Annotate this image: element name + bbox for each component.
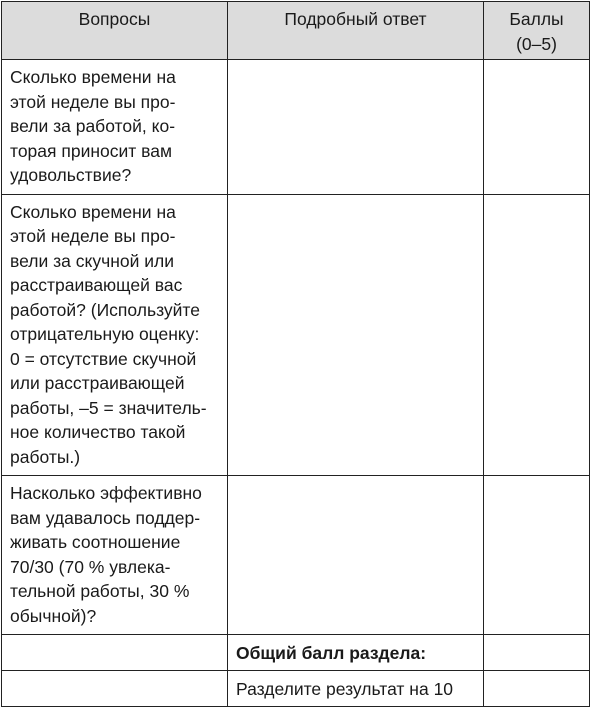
divide-row xyxy=(2,671,590,707)
table-row xyxy=(2,476,590,635)
question-line: или расстраивающей xyxy=(10,373,185,393)
question-cell xyxy=(2,194,228,476)
divided-score-cell[interactable] xyxy=(484,671,590,707)
score-column-header xyxy=(484,2,590,60)
question-line: торая приносит вам xyxy=(10,140,173,161)
question-line: 70/30 (70 % увлека- xyxy=(10,556,171,577)
answer-cell[interactable] xyxy=(228,194,484,476)
total-label-cell xyxy=(228,635,484,671)
question-line: живать соотношение xyxy=(10,532,181,552)
table-header-row xyxy=(2,2,590,60)
questions-column-header: Вопросы xyxy=(2,2,228,60)
question-cell xyxy=(2,476,228,635)
total-score-cell[interactable] xyxy=(484,635,590,671)
question-line: отрицательную оценку: xyxy=(10,324,200,344)
question-line: работой? (Используйте xyxy=(10,299,200,320)
answer-cell[interactable] xyxy=(228,60,484,195)
question-line: обычной)? xyxy=(10,605,97,626)
question-line: этой неделе вы про- xyxy=(10,226,176,246)
question-line: вам удавалось поддер- xyxy=(10,507,201,528)
answer-cell[interactable] xyxy=(228,476,484,635)
question-line: Сколько времени на xyxy=(10,201,176,222)
divide-label-cell xyxy=(228,671,484,707)
score-cell[interactable] xyxy=(484,194,590,476)
question-line: работы.) xyxy=(10,446,81,467)
question-line: работы, –5 = значитель- xyxy=(10,397,207,418)
divide-result-label: Разделите результат на 10 xyxy=(236,679,454,699)
question-text xyxy=(2,195,227,476)
answer-column-header: Подробный ответ xyxy=(228,2,484,60)
empty-cell xyxy=(2,671,228,707)
question-line: удовольствие? xyxy=(10,165,132,185)
table-row xyxy=(2,194,590,476)
question-line: тельной работы, 30 % xyxy=(10,581,190,601)
score-header-range: (0–5) xyxy=(516,33,557,54)
question-cell xyxy=(2,60,228,195)
question-line: 0 = отсутствие скучной xyxy=(10,348,197,369)
question-line: этой неделе вы про- xyxy=(10,91,176,112)
score-cell[interactable] xyxy=(484,60,590,195)
question-line: ное количество такой xyxy=(10,422,186,442)
table-row xyxy=(2,60,590,195)
score-cell[interactable] xyxy=(484,476,590,635)
score-header-label: Баллы xyxy=(509,9,564,29)
total-score-label: Общий балл раздела: xyxy=(236,643,427,663)
question-text xyxy=(2,476,227,634)
question-line: расстраивающей вас xyxy=(10,275,183,295)
question-line: вели за скучной или xyxy=(10,250,174,271)
question-line: Сколько времени на xyxy=(10,67,176,87)
total-row xyxy=(2,635,590,671)
question-text xyxy=(2,60,227,194)
question-line: вели за работой, ко- xyxy=(10,116,176,136)
empty-cell xyxy=(2,635,228,671)
self-assessment-table xyxy=(1,1,590,707)
question-line: Насколько эффективно xyxy=(10,483,202,503)
